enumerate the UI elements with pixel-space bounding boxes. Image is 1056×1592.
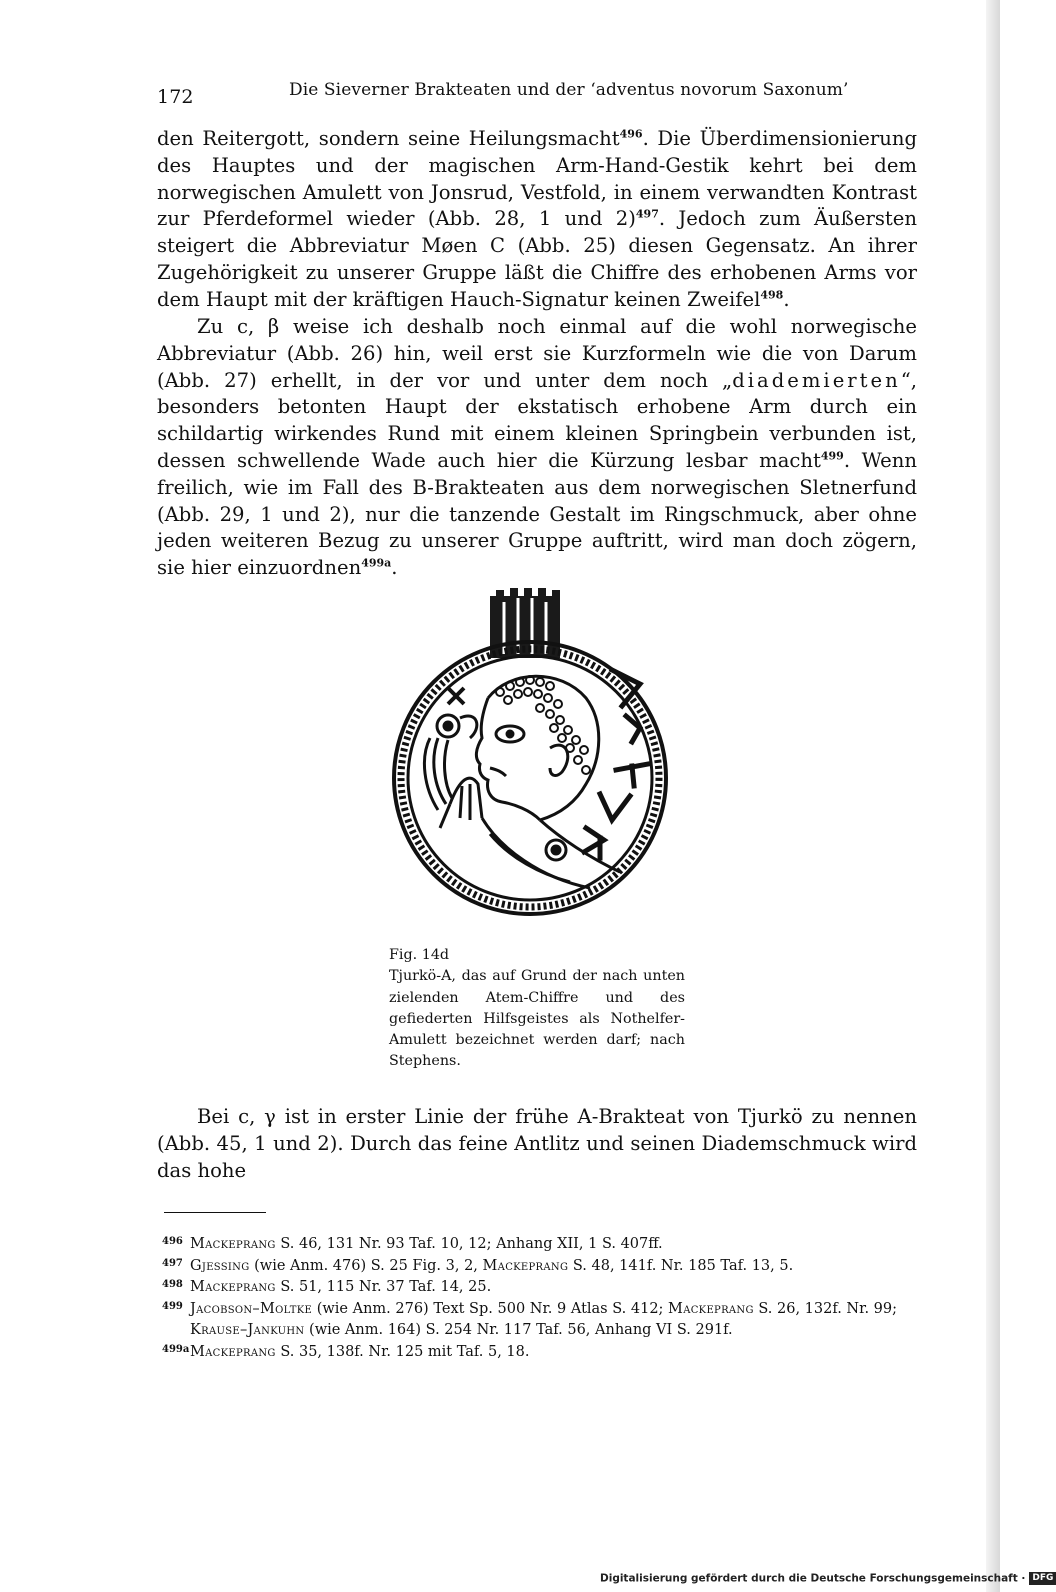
paragraph-2 <box>157 314 917 582</box>
author-name: Mackeprang <box>190 1279 276 1296</box>
author-name: Jacobson–Moltke <box>190 1300 313 1317</box>
figure-label: Fig. 14d <box>389 947 450 963</box>
page-edge <box>986 0 1000 1592</box>
paragraph-1 <box>157 126 917 314</box>
footnote-499a <box>162 1342 922 1364</box>
author-name: Gjessing <box>190 1257 250 1274</box>
footnote-text: S. 51, 115 Nr. 37 Taf. 14, 25. <box>275 1279 492 1296</box>
author-name: Mackeprang <box>668 1300 754 1317</box>
spaced-emphasis: diademierten <box>732 368 901 392</box>
figure-caption-text: Tjurkö-A, das auf Grund der nach unten zielenden Atem-Chiffre und des gefiederten Hilfsgeistes als Nothelfer-Amulett bezeichnet werden darf; nach Stephens. <box>389 968 685 1070</box>
footnote-text: S. 46, 131 Nr. 93 Taf. 10, 12; Anhang XII, 1 S. 407ff. <box>275 1236 663 1252</box>
footnote-496 <box>162 1234 922 1256</box>
footnote-text: S. 26, 132f. Nr. 99; <box>753 1300 898 1317</box>
footnotes <box>162 1234 922 1364</box>
page-number: 172 <box>157 86 194 108</box>
digitization-credit-text: Digitalisierung gefördert durch die Deutsche Forschungsgemeinschaft · <box>600 1572 1026 1585</box>
author-name: Mackeprang <box>482 1257 569 1274</box>
footnote-497 <box>162 1256 922 1278</box>
author-name: Mackeprang <box>190 1343 276 1360</box>
paragraph-1-text: den Reitergott, sondern seine Heilungsmacht <box>157 127 620 150</box>
digitization-credit <box>600 1572 1054 1590</box>
footnote-ref-498[interactable]: 498 <box>760 288 784 302</box>
paragraph-1-text: . <box>783 287 790 311</box>
author-name: Krause–Jankuhn <box>190 1322 305 1339</box>
footnote-text: (wie Anm. 276) Text Sp. 500 Nr. 9 Atlas S. 412; <box>312 1300 669 1317</box>
paragraph-2-text: . Wenn freilich, wie im Fall des B-Brakteaten aus dem norwegischen Sletnerfund (Abb. 29, 1 und 2), nur die tanzende Gestalt im Ringschmuck, aber ohne jeden weiteren Bezug zu unserer Gruppe auftritt, wird man doch zögern, sie hier einzuordnen <box>157 448 917 580</box>
footnote-ref-496[interactable]: 496 <box>619 127 643 141</box>
footnote-text: (wie Anm. 164) S. 254 Nr. 117 Taf. 56, Anhang VI S. 291f. <box>304 1322 733 1339</box>
footnote-number: 499 <box>162 1300 183 1312</box>
paragraph-1-text: . Die Überdimensionierung des Hauptes und der magischen Arm-Hand-Gestik kehrt bei dem norwegischen Amulett von Jonsrud, Vestfold, in einem verwandten Kontrast zur Pferdeformel wieder (Abb. 28, 1 und 2) <box>157 127 918 231</box>
dfg-logo: DFG <box>1029 1572 1056 1585</box>
footnote-ref-497[interactable]: 497 <box>635 207 659 221</box>
footnote-ref-499[interactable]: 499 <box>820 449 844 463</box>
footnote-498 <box>162 1277 922 1299</box>
footnote-number: 499a <box>162 1343 190 1355</box>
running-title: Die Sieverner Brakteaten und der ‘adventus novorum Saxonum’ <box>289 80 849 100</box>
figure-caption <box>389 945 685 1073</box>
paragraph-2-text: . <box>391 556 398 580</box>
footnote-text: (wie Anm. 476) S. 25 Fig. 3, 2, <box>249 1257 483 1274</box>
paragraph-2-text: “, besonders betonten Haupt der ekstatisch erhobene Arm durch ein schildartig wirkendes Rund mit einem kleinen Springbein verbunden ist, dessen schwellende Wade auch hier die Kürzung lesbar macht <box>157 368 917 472</box>
bracteate-figure <box>390 588 690 928</box>
paragraph-1-text: . Jedoch zum Äußersten steigert die Abbreviatur Møen C (Abb. 25) diesen Gegensatz. An ihrer Zugehörigkeit zu unserer Gruppe läßt die Chiffre des erhobenen Arms vor dem Haupt mit der kräftigen Hauch-Signatur keinen Zweifel <box>157 207 917 311</box>
footnote-number: 497 <box>162 1257 183 1269</box>
cross-symbol <box>448 688 464 704</box>
footnote-499 <box>162 1299 922 1342</box>
footnote-text: S. 48, 141f. Nr. 185 Taf. 13, 5. <box>568 1257 794 1274</box>
footnote-separator <box>164 1212 266 1213</box>
footnote-ref-499a[interactable]: 499a <box>361 556 392 570</box>
running-header <box>157 80 917 110</box>
footnote-text: S. 35, 138f. Nr. 125 mit Taf. 5, 18. <box>275 1343 530 1360</box>
paragraph-3: Bei c, γ ist in erster Linie der frühe A-Brakteat von Tjurkö zu nennen (Abb. 45, 1 und 2). Durch das feine Antlitz und seinen Diademschmuck wird das hohe <box>157 1105 917 1182</box>
paragraph-2-text: Zu c, β weise ich deshalb noch einmal auf die wohl norwegische Abbreviatur (Abb. 26) hin, weil erst sie Kurzformeln wie die von Darum (Abb. 27) erhellt, in der vor und unter dem noch „ <box>157 315 917 392</box>
author-name: Mackeprang <box>190 1236 276 1252</box>
footnote-number: 496 <box>162 1236 183 1247</box>
footnote-number: 498 <box>162 1279 183 1291</box>
bracteate-illustration <box>390 588 690 928</box>
